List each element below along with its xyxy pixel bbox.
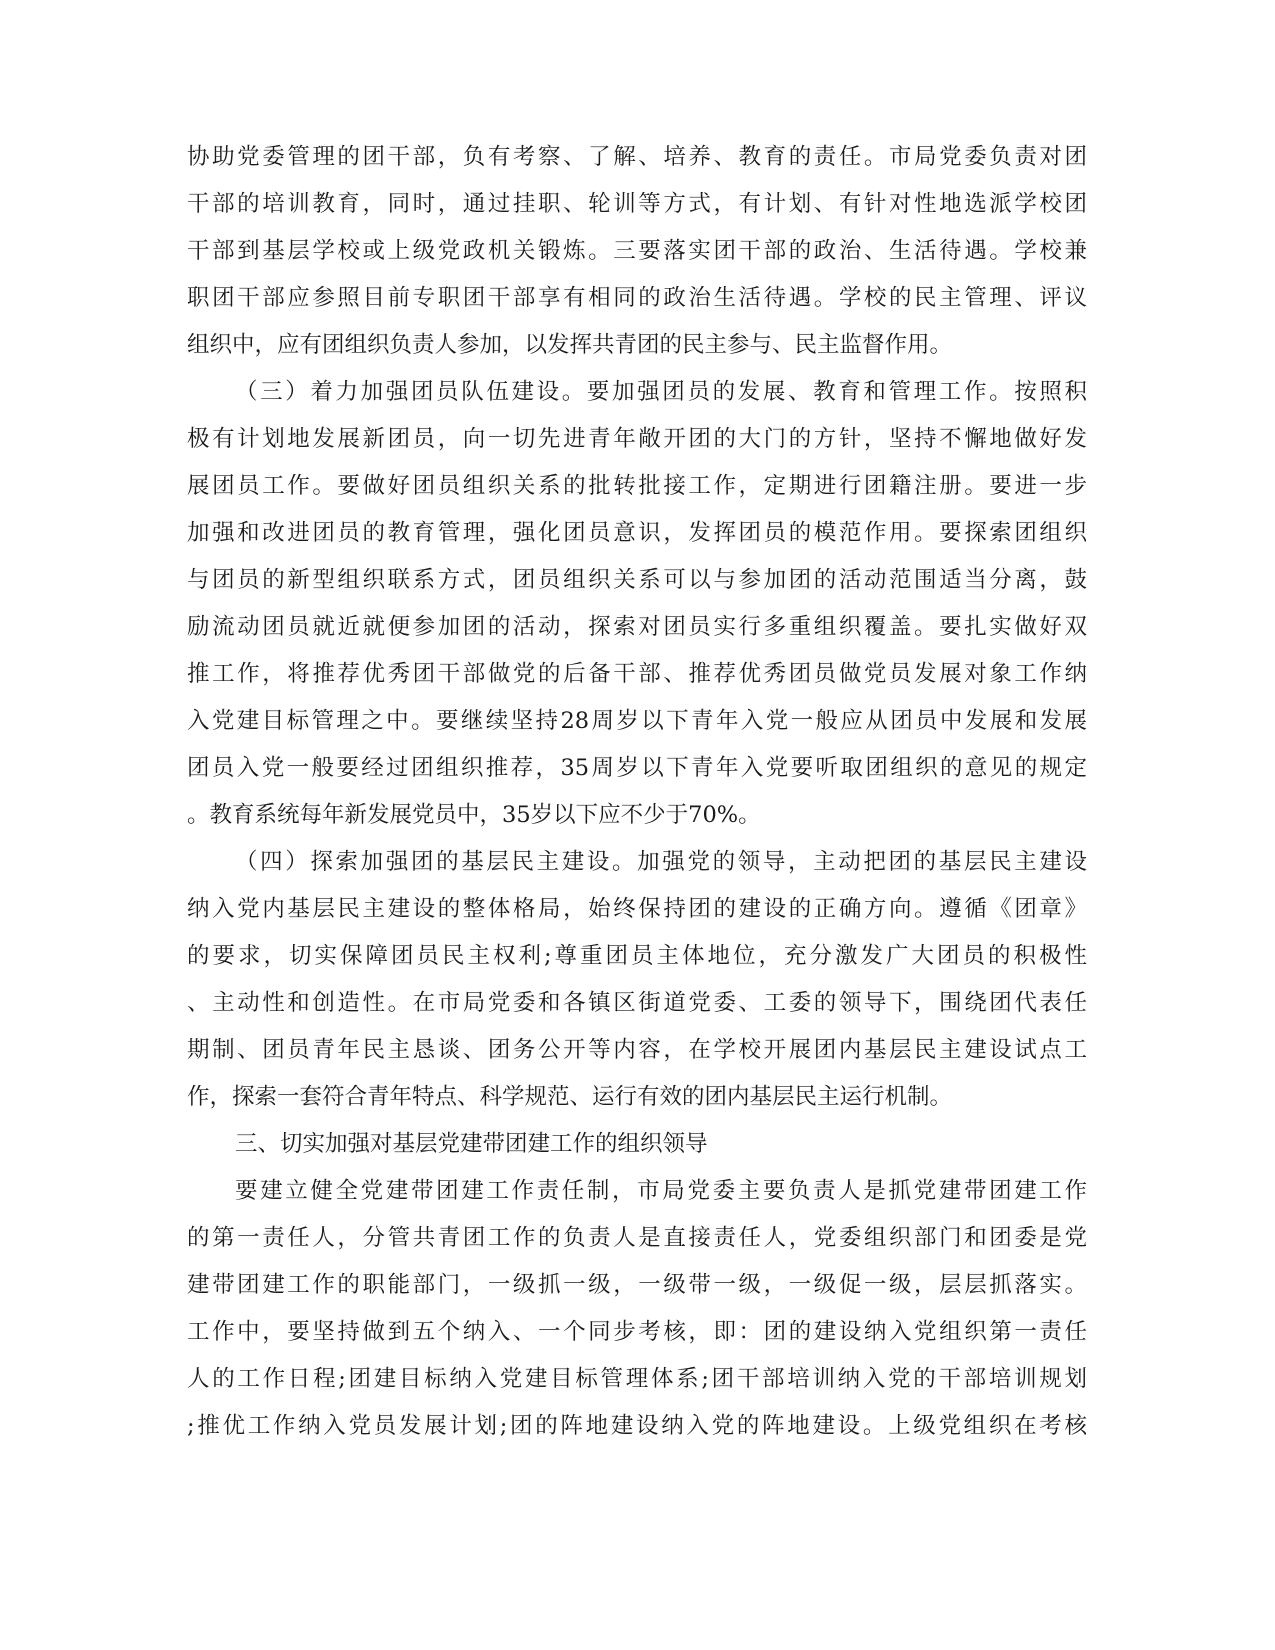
text-line: 纳入党内基层民主建设的整体格局，始终保持团的建设的正确方向。遵循《团章》 (187, 896, 1087, 922)
text-line: 团员入党一般要经过团组织推荐，35周岁以下青年入党要听取团组织的意见的规定 (187, 755, 1087, 781)
text-line: 协助党委管理的团干部，负有考察、了解、培养、教育的责任。市局党委负责对团 (187, 144, 1087, 170)
text-line: 干部到基层学校或上级党政机关锻炼。三要落实团干部的政治、生活待遇。学校兼 (187, 238, 1087, 264)
text-line: 、主动性和创造性。在市局党委和各镇区街道党委、工委的领导下，围绕团代表任 (187, 990, 1087, 1016)
text-line: 建带团建工作的职能部门，一级抓一级，一级带一级，一级促一级，层层抓落实。 (187, 1272, 1087, 1298)
text-line: 加强和改进团员的教育管理，强化团员意识，发挥团员的模范作用。要探索团组织 (187, 520, 1087, 546)
text-line: 职团干部应参照目前专职团干部享有相同的政治生活待遇。学校的民主管理、评议 (187, 285, 1087, 311)
paragraph-start-line: （四）探索加强团的基层民主建设。加强党的领导，主动把团的基层民主建设 (235, 849, 1087, 875)
text-line: 的要求，切实保障团员民主权利;尊重团员主体地位，充分激发广大团员的积极性 (187, 943, 1087, 969)
text-line: 与团员的新型组织联系方式，团员组织关系可以与参加团的活动范围适当分离，鼓 (187, 567, 1087, 593)
text-line: 展团员工作。要做好团员组织关系的批转批接工作，定期进行团籍注册。要进一步 (187, 473, 1087, 499)
text-line: 人的工作日程;团建目标纳入党建目标管理体系;团干部培训纳入党的干部培训规划 (187, 1366, 1087, 1392)
text-line: ;推优工作纳入党员发展计划;团的阵地建设纳入党的阵地建设。上级党组织在考核 (187, 1413, 1087, 1439)
text-line: 励流动团员就近就便参加团的活动，探索对团员实行多重组织覆盖。要扎实做好双 (187, 614, 1087, 640)
text-line: 。教育系统每年新发展党员中，35岁以下应不少于70%。 (187, 802, 761, 828)
section-heading: 三、切实加强对基层党建带团建工作的组织领导 (235, 1131, 708, 1157)
text-line: 作，探索一套符合青年特点、科学规范、运行有效的团内基层民主运行机制。 (187, 1084, 953, 1110)
text-line: 组织中，应有团组织负责人参加，以发挥共青团的民主参与、民主监督作用。 (187, 332, 953, 358)
text-line: 极有计划地发展新团员，向一切先进青年敞开团的大门的方针，坚持不懈地做好发 (187, 426, 1087, 452)
text-line: 推工作，将推荐优秀团干部做党的后备干部、推荐优秀团员做党员发展对象工作纳 (187, 661, 1087, 687)
text-line: 干部的培训教育，同时，通过挂职、轮训等方式，有计划、有针对性地选派学校团 (187, 191, 1087, 217)
text-line: 期制、团员青年民主恳谈、团务公开等内容，在学校开展团内基层民主建设试点工 (187, 1037, 1087, 1063)
text-line: 工作中，要坚持做到五个纳入、一个同步考核，即：团的建设纳入党组织第一责任 (187, 1319, 1087, 1345)
paragraph-start-line: （三）着力加强团员队伍建设。要加强团员的发展、教育和管理工作。按照积 (235, 379, 1087, 405)
paragraph-start-line: 要建立健全党建带团建工作责任制，市局党委主要负责人是抓党建带团建工作 (235, 1178, 1087, 1204)
text-line: 的第一责任人，分管共青团工作的负责人是直接责任人，党委组织部门和团委是党 (187, 1225, 1087, 1251)
text-line: 入党建目标管理之中。要继续坚持28周岁以下青年入党一般应从团员中发展和发展 (187, 708, 1087, 734)
